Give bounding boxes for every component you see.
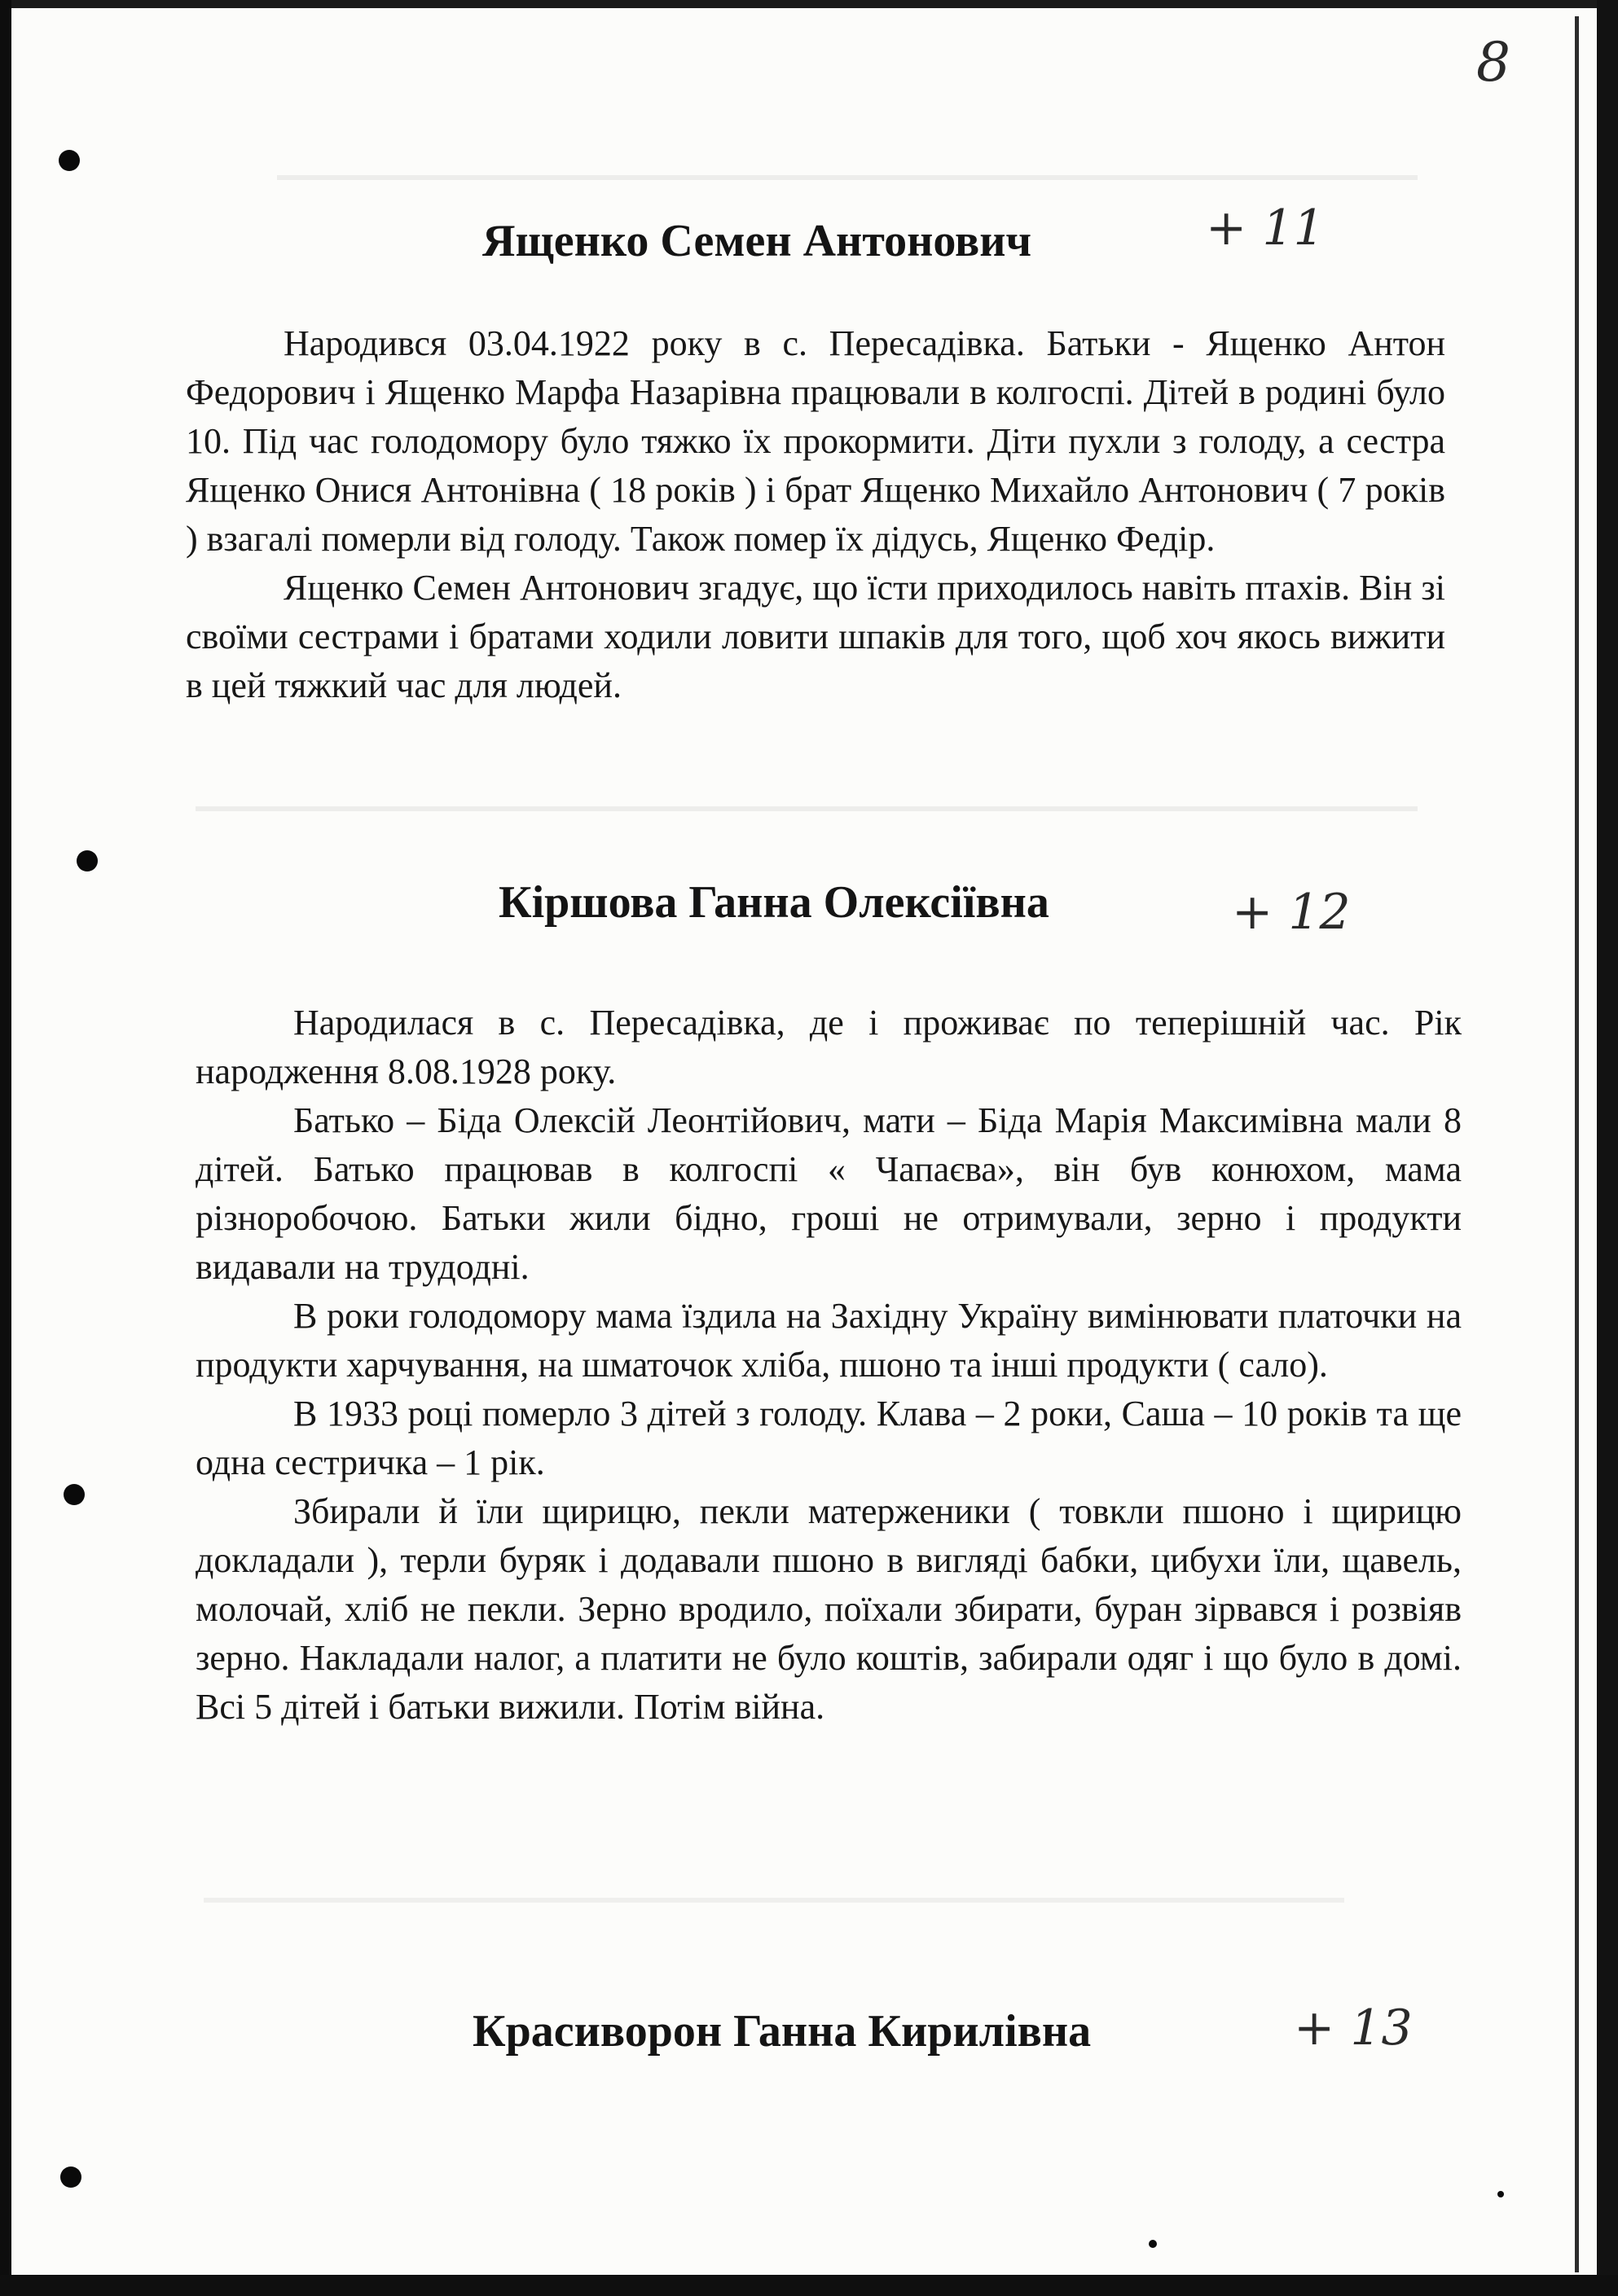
handwritten-mark: + 12 (1232, 884, 1351, 941)
entry-title: Кіршова Ганна Олексіївна (499, 877, 1049, 928)
scan-border-right (1597, 0, 1618, 2296)
scan-speck (1497, 2191, 1504, 2197)
bleed-through (277, 175, 1418, 180)
scan-speck (1149, 2240, 1157, 2248)
paragraph: В 1933 році померло 3 дітей з голоду. Клава – 2 роки, Саша – 10 років та ще одна сестричка – 1 рік. (196, 1394, 1462, 1482)
bleed-through (204, 1898, 1344, 1903)
paragraph: Народилася в с. Пересадівка, де і проживає по теперішній час. Рік народження 8.08.1928 року. (196, 1003, 1462, 1091)
punch-hole (64, 1484, 85, 1505)
punch-hole (60, 2166, 81, 2188)
page-edge-line (1575, 16, 1579, 2272)
entry-title: Ященко Семен Антонович (482, 216, 1032, 266)
bleed-through (196, 806, 1418, 811)
paragraph: В роки голодомору мама їздила на Західну Україну вимінювати платочки на продукти харчування, на шматочок хліба, пшоно та інші продукти ( сало). (196, 1296, 1462, 1385)
punch-hole (59, 150, 80, 171)
handwritten-mark: + 13 (1294, 2000, 1413, 2057)
handwritten-mark: + 11 (1206, 200, 1325, 257)
paragraph: Ященко Семен Антонович згадує, що їсти приходилось навіть птахів. Він зі своїми сестрами і братами ходили ловити шпаків для того, щоб хоч якось вижити в цей тяжкий час для людей. (186, 568, 1445, 705)
page-number: 8 (1476, 31, 1510, 94)
paragraph: Батько – Біда Олексій Леонтійович, мати – Біда Марія Максимівна мали 8 дітей. Батько працював в колгоспі « Чапаєва», він був конюхом, мама різноробочою. Батьки жили бідно, гроші не отримували, зерно і продукти видавали на трудодні. (196, 1100, 1462, 1287)
scan-border-top (0, 0, 1618, 8)
paragraph: Збирали й їли щирицю, пекли матерженики ( товкли пшоно і щирицю докладали ), терли буряк і додавали пшоно в вигляді бабки, цибухи їли, щавель, молочай, хліб не пекли. Зерно вродило, поїхали збирати, буран зірвався і розвіяв зерно. Накладали налог, а платити не було коштів, забирали одяг і що було в домі. Всі 5 дітей і батьки вижили. Потім війна. (196, 1491, 1462, 1727)
entry-body (186, 319, 1445, 710)
entry-title: Красиворон Ганна Кирилівна (473, 2006, 1092, 2057)
scan-border-left (0, 0, 11, 2296)
entry-body (196, 999, 1462, 1732)
punch-hole (77, 850, 98, 871)
paragraph: Народився 03.04.1922 року в с. Пересадівка. Батьки - Ященко Антон Федорович і Ященко Марфа Назарівна працювали в колгоспі. Дітей в родині було 10. Під час голодомору було тяжко їх прокормити. Діти пухли з голоду, а сестра Ященко Онися Антонівна ( 18 років ) і брат Ященко Михайло Антонович ( 7 років ) взагалі померли від голоду. Також помер їх дідусь, Ященко Федір. (186, 323, 1445, 559)
scan-border-bottom (0, 2275, 1618, 2296)
